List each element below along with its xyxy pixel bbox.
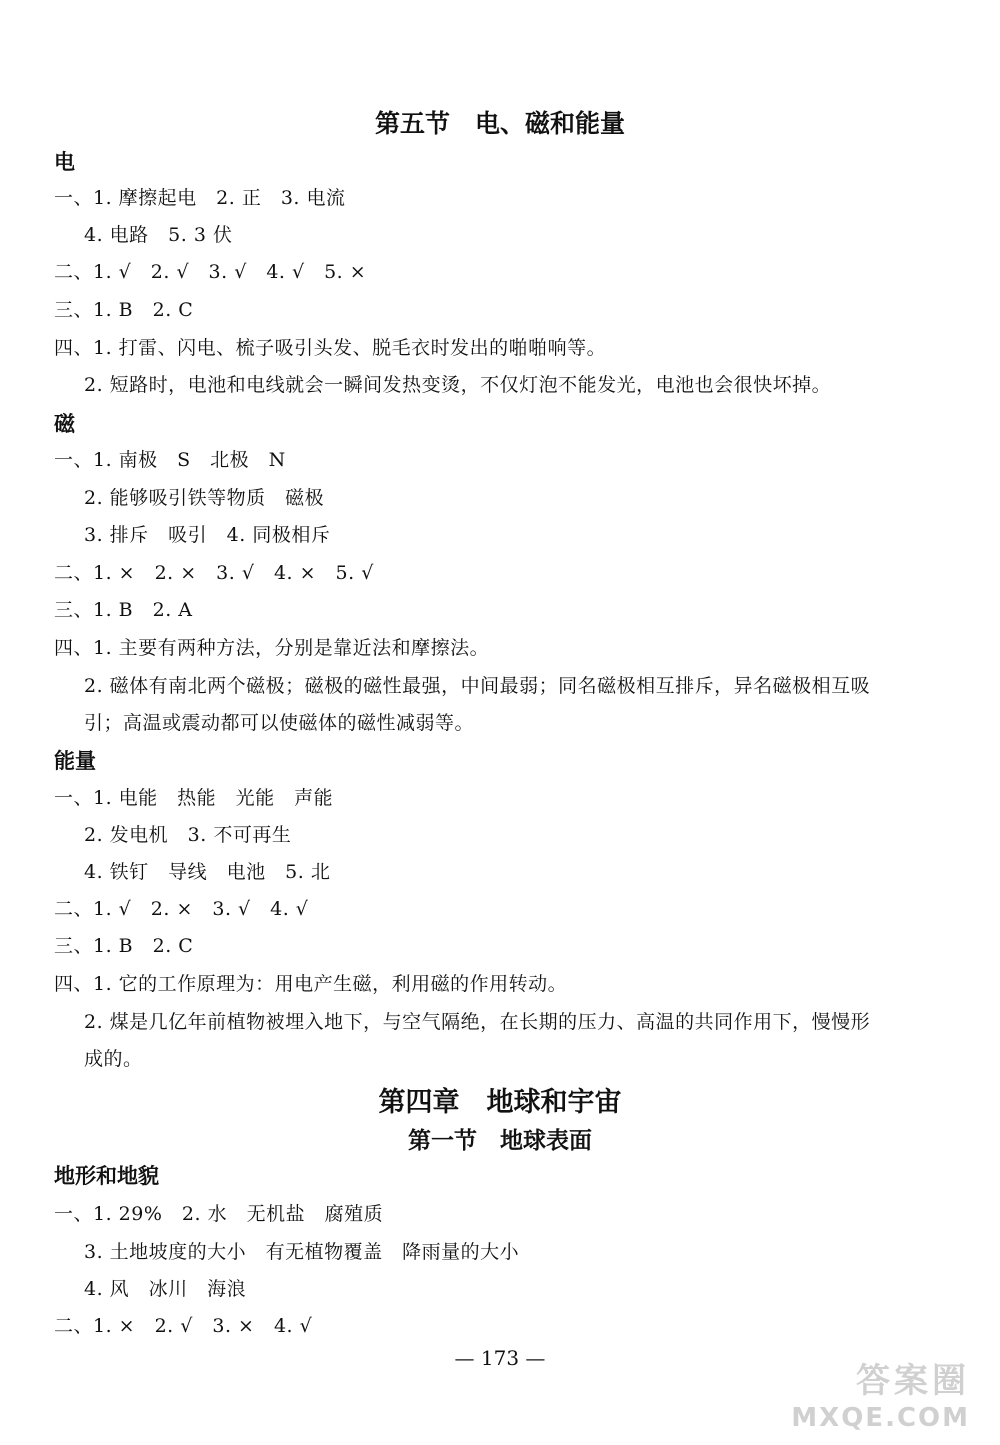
answer-line: 2. 煤是几亿年前植物被埋入地下，与空气隔绝，在长期的压力、高温的共同作用下，慢慢形: [84, 1011, 871, 1033]
answer-line: 二、1. × 2. √ 3. × 4. √: [54, 1315, 313, 1337]
answer-line: 4. 电路 5. 3 伏: [84, 224, 233, 246]
answer-line: 二、1. × 2. × 3. √ 4. × 5. √: [54, 562, 374, 584]
watermark-top-text: 答案圈: [856, 1361, 970, 1401]
answer-line: 一、1. 南极 S 北极 N: [54, 449, 286, 471]
answer-line: 三、1. B 2. C: [54, 299, 194, 321]
answer-line: 四、1. 打雷、闪电、梳子吸引头发、脱毛衣时发出的啪啪响等。: [54, 337, 607, 359]
answer-line: 3. 土地坡度的大小 有无植物覆盖 降雨量的大小: [84, 1241, 520, 1263]
answer-line: 三、1. B 2. C: [54, 935, 194, 957]
answer-line: 成的。: [84, 1048, 143, 1070]
answer-line: 一、1. 电能 热能 光能 声能: [54, 787, 334, 809]
answer-line: 4. 风 冰川 海浪: [84, 1278, 247, 1300]
answer-line: 2. 能够吸引铁等物质 磁极: [84, 487, 325, 509]
answer-line: 二、1. √ 2. √ 3. √ 4. √ 5. ×: [54, 261, 367, 283]
answer-line: 2. 磁体有南北两个磁极；磁极的磁性最强，中间最弱；同名磁极相互排斥，异名磁极相互吸: [84, 675, 871, 697]
answer-line: 四、1. 主要有两种方法，分别是靠近法和摩擦法。: [54, 637, 490, 659]
landform-heading: 地形和地貌: [54, 1164, 159, 1188]
answer-line: 三、1. B 2. A: [54, 599, 193, 621]
section-title: 第五节 电、磁和能量: [374, 109, 625, 138]
magnetism-heading: 磁: [54, 412, 75, 436]
answer-line: 4. 铁钉 导线 电池 5. 北: [84, 861, 331, 883]
answer-line: 3. 排斥 吸引 4. 同极相斥: [84, 524, 331, 546]
watermark-bottom-text: MXQE.COM: [791, 1403, 970, 1433]
chapter-title: 第四章 地球和宇宙: [378, 1087, 622, 1118]
answer-line: 一、1. 29% 2. 水 无机盐 腐殖质: [54, 1203, 384, 1225]
answer-line: 2. 发电机 3. 不可再生: [84, 824, 292, 846]
electricity-heading: 电: [54, 150, 75, 174]
watermark-logo: [780, 1353, 980, 1433]
subsection-title: 第一节 地球表面: [408, 1128, 592, 1154]
answer-line: 一、1. 摩擦起电 2. 正 3. 电流: [54, 187, 346, 209]
answer-line: 四、1. 它的工作原理为：用电产生磁，利用磁的作用转动。: [54, 973, 568, 995]
energy-heading: 能量: [54, 749, 96, 773]
answer-line: 二、1. √ 2. × 3. √ 4. √: [54, 898, 309, 920]
answer-line: 引；高温或震动都可以使磁体的磁性减弱等。: [84, 712, 475, 734]
answer-line: 2. 短路时，电池和电线就会一瞬间发热变烫，不仅灯泡不能发光，电池也会很快坏掉。: [84, 374, 832, 396]
page-number: — 173 —: [454, 1346, 546, 1370]
